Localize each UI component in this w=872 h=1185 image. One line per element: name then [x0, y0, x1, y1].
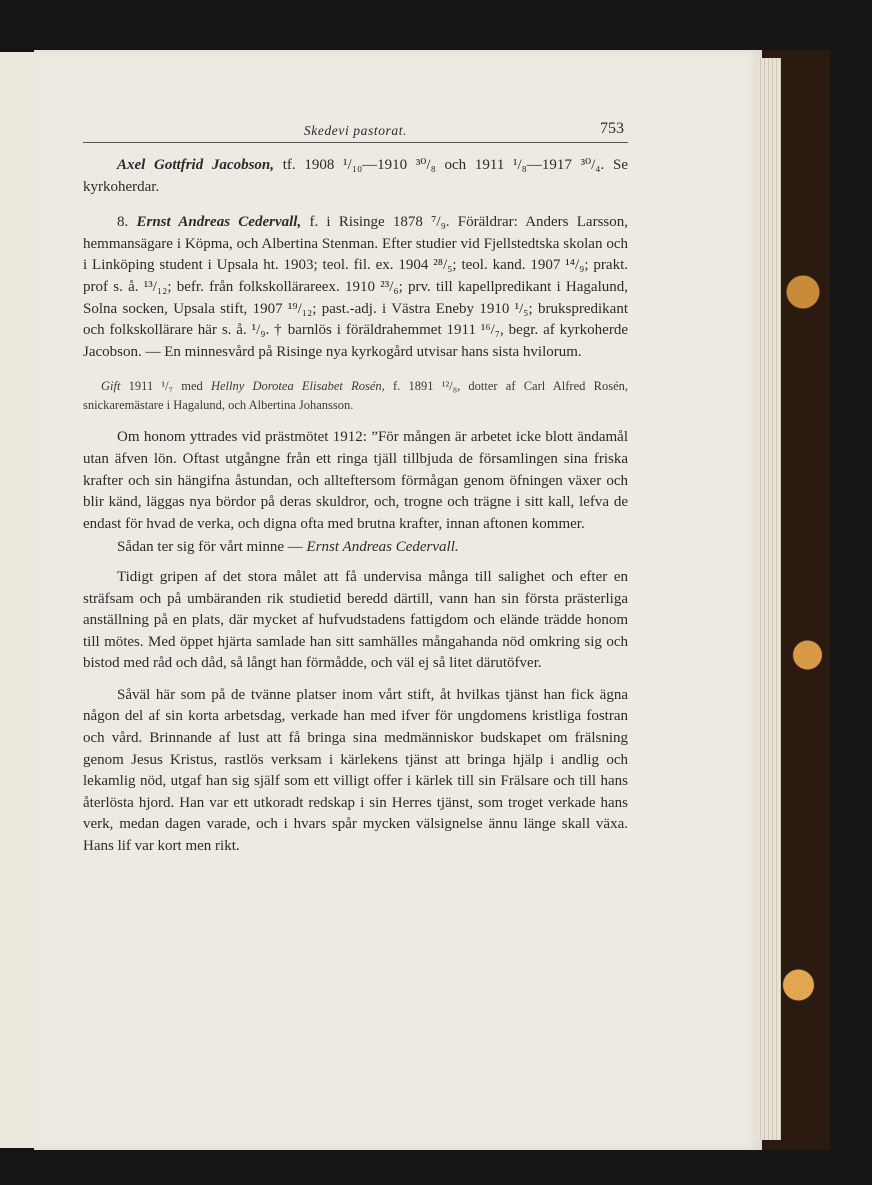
entry-jacobson: [83, 155, 628, 198]
page-content: [83, 118, 628, 860]
entry-name: Ernst Andreas Cedervall,: [136, 214, 302, 231]
running-header: [83, 118, 628, 143]
entry-name: Axel Gottfrid Jacobson,: [117, 157, 275, 173]
marriage-note: [83, 377, 628, 415]
tribute-line: [83, 537, 628, 559]
page-number: 753: [600, 120, 624, 137]
marriage-text: 1911 ¹/₇ med: [120, 379, 211, 394]
entry-number: 8.: [117, 214, 137, 231]
entry-cedervall: [83, 212, 628, 363]
spouse-name: Hellny Dorotea Elisabet Rosén,: [210, 379, 385, 394]
header-title: Skedevi pastorat.: [303, 123, 408, 138]
marriage-lead: Gift: [101, 379, 121, 394]
paragraph: Tidigt gripen af det stora målet att få undervisa många till salighet och efter en sträfsam och på umbäranden rik studietid beredd därtill, vann han sin första prästerliga anställning på en plats, där mycket af hufvudstadens fattigdom och elände trädde honom till mötes. Med öppet hjärta samlade han sitt samhälles mångahanda nöd omkring sig och bistod med råd och dåd, så långt han förmådde, och väl ej så litet därutöfver.: [83, 568, 628, 672]
tribute-lead: Sådan ter sig för vårt minne —: [117, 539, 307, 556]
marriage-text: f. 1891 ¹²/₈, dotter af Carl Alfred Rosén, snickaremästare i Hagalund, och Albertina Johansson.: [83, 379, 628, 413]
facing-page-edge: [0, 52, 35, 1148]
page-stack-edge: [757, 58, 781, 1140]
entry-text: tf. 1908 ¹/₁₀—1910 ³⁰/₈ och 1911 ¹/₈—1917 ³⁰/₄. Se kyrkoherdar.: [83, 157, 628, 195]
tribute-name: Ernst Andreas Cedervall.: [306, 539, 459, 556]
entry-text: f. i Risinge 1878 ⁷/₉. Föräldrar: Anders Larsson, hemmansägare i Köpma, och Albertina Stenman. Efter studier vid Fjellstedtska skolan och i Linköping student i Upsala ht. 1903; teol. fil. ex. 1904 ²⁸/₅; teol. kand. 1907 ¹⁴/₉; prakt. prof s. å. ¹³/₁₂; befr. från folkskollärareex. 1910 ²³/₆; prv. till kapellpredikant i Hagalund, Solna socken, Upsala stift, 1907 ¹⁹/₁₂; past.-adj. i Västra Eneby 1910 ¹/₅; brukspredikant och folkskollärare här s. å. ¹/₉. † barnlös i föräldrahemmet 1911 ¹⁶/₇, begr. af kyrkoherde Jacobson. — En minnesvård på Risinge nya kyrkogård utvisar hans sista hvilorum.: [83, 214, 628, 360]
paragraph: Såväl här som på de tvänne platser inom vårt stift, åt hvilkas tjänst han fick ägna någon del af sin korta arbetsdag, verkade han med ifver för ungdomens kristliga fostran och vård. Brinnande af lust att få bringa sina medmänniskor budskapet om frälsning genom Jesus Kristus, rastlös verksam i kärlekens tjänst att bringa hjälp i andlig och lekamlig nöd, utgaf han sig själf som ett villigt offer i kärlek till sin Frälsare och till hans återlösta hjord. Han var ett utkoradt redskap i sin Herres tjänst, som troget verkade hans verk, medan dagen varade, och i hvars spår mycken välsignelse ännu länge skall växa. Hans lif var kort men rikt.: [83, 686, 628, 855]
paragraph: Om honom yttrades vid prästmötet 1912: ”För mången är arbetet icke blott ändamål utan äfven lön. Oftast utgångne från ett ringa tjäll tillbjuda de församlingen sina friska krafter och sin hängifna åstundan, och allteftersom förmågan genom öfningen växer och blir känd, läggas nya bördor på deras skuldror, och, trogne och trägne i sitt kall, lefva de endast för hvad de verka, och digna ofta med brutna krafter, innan aftonen kommer.: [83, 429, 628, 532]
